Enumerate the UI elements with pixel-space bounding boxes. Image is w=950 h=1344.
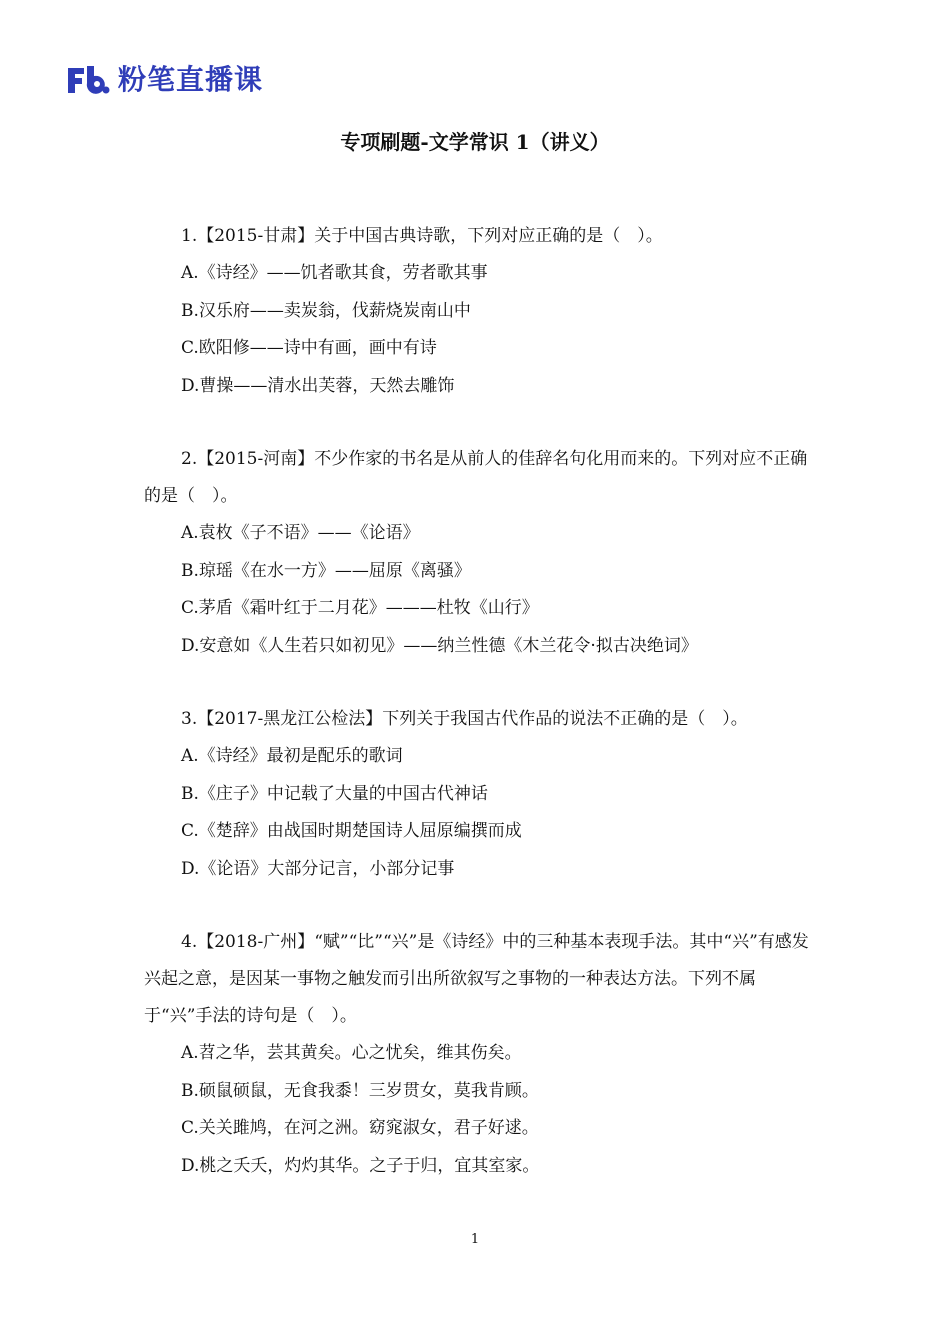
question-stem: 1.【2015-甘肃】关于中国古典诗歌，下列对应正确的是（ ）。	[181, 226, 663, 246]
option-d: D.安意如《人生若只如初见》——纳兰性德《木兰花令·拟古决绝词》	[181, 635, 698, 656]
option-a: A.袁枚《子不语》——《论语》	[181, 523, 420, 543]
question-3	[144, 701, 814, 888]
option-c: C.茅盾《霜叶红于二月花》———杜牧《山行》	[181, 598, 539, 618]
option-d: D.桃之夭夭，灼灼其华。之子于归，宜其室家。	[181, 1155, 540, 1176]
fb-logo-icon	[66, 64, 112, 96]
option-b: B.硕鼠硕鼠，无食我黍！三岁贯女，莫我肯顾。	[181, 1080, 539, 1101]
brand-logo	[66, 62, 263, 98]
option-c: C.欧阳修——诗中有画，画中有诗	[181, 338, 437, 358]
question-stem: 3.【2017-黑龙江公检法】下列关于我国古代作品的说法不正确的是（ ）。	[181, 709, 748, 729]
question-2	[144, 441, 814, 665]
option-b: B.《庄子》中记载了大量的中国古代神话	[181, 783, 488, 804]
question-4	[144, 924, 814, 1185]
question-1	[144, 218, 814, 405]
brand-name: 粉笔直播课	[118, 63, 264, 96]
option-c: C.关关雎鸠，在河之洲。窈窕淑女，君子好逑。	[181, 1118, 539, 1138]
option-b: B.琼瑶《在水一方》——屈原《离骚》	[181, 560, 471, 581]
question-list	[144, 218, 814, 1221]
option-a: A.《诗经》——饥者歌其食，劳者歌其事	[181, 263, 488, 283]
page-number: 1	[470, 1232, 480, 1247]
option-a: A.苕之华，芸其黄矣。心之忧矣，维其伤矣。	[181, 1043, 522, 1063]
question-stem: 2.【2015-河南】不少作家的书名是从前人的佳辞名句化用而来的。下列对应不正确的是（ ）。	[144, 449, 808, 506]
question-stem: 4.【2018-广州】“赋”“比”“兴”是《诗经》中的三种基本表现手法。其中“兴”有感发兴起之意，是因某一事物之触发而引出所欲叙写之事物的一种表达方法。下列不属于“兴”手法的诗句是（ ）。	[144, 932, 809, 1026]
option-b: B.汉乐府——卖炭翁，伐薪烧炭南山中	[181, 300, 471, 321]
option-d: D.曹操——清水出芙蓉，天然去雕饰	[181, 375, 455, 396]
option-d: D.《论语》大部分记言，小部分记事	[181, 858, 455, 879]
option-c: C.《楚辞》由战国时期楚国诗人屈原编撰而成	[181, 821, 522, 841]
option-a: A.《诗经》最初是配乐的歌词	[181, 746, 403, 766]
document-title: 专项刷题-文学常识 1（讲义）	[340, 130, 610, 154]
